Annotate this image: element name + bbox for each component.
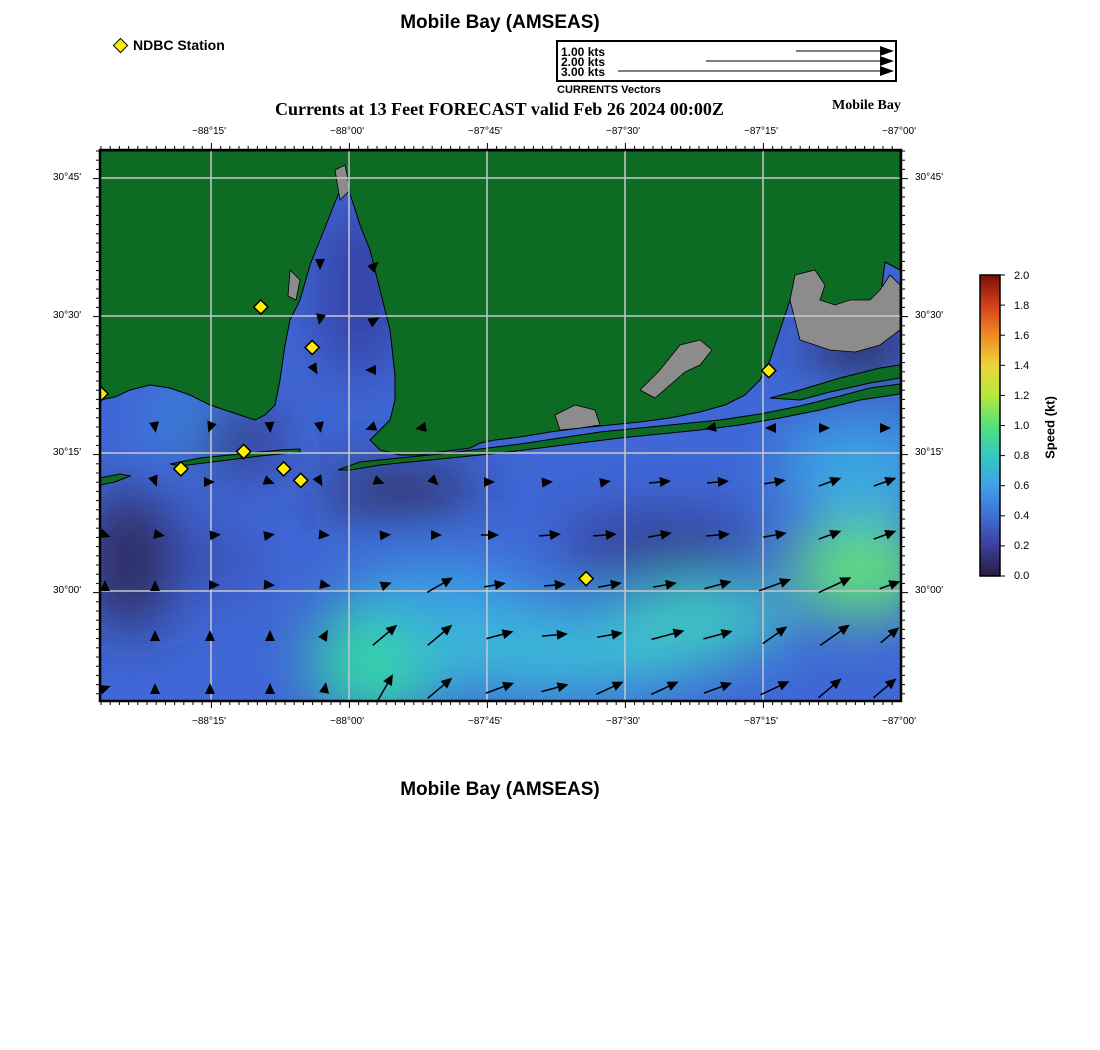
lon-tick-top: −87°30' (606, 126, 640, 137)
vector-key-label-3: 3.00 kts (561, 65, 606, 79)
lat-tick-right: 30°00' (915, 585, 944, 596)
colorbar-tick-label: 0.4 (1014, 510, 1030, 522)
vector-key-caption: CURRENTS Vectors (557, 84, 661, 96)
colorbar-title: Speed (kt) (1042, 396, 1058, 459)
colorbar-tick-label: 0.2 (1014, 540, 1030, 552)
lat-tick-right: 30°15' (915, 447, 944, 458)
lon-tick-top: −87°45' (468, 126, 502, 137)
lon-tick-bottom: −87°30' (606, 716, 640, 727)
lat-tick-left: 30°15' (53, 447, 82, 458)
vector-key-label-2: 2.00 kts (561, 55, 606, 69)
lon-tick-bottom: −87°15' (744, 716, 778, 727)
colorbar-tick-label: 0.6 (1014, 480, 1030, 492)
colorbar-tick-label: 1.4 (1014, 360, 1030, 372)
lon-tick-top: −88°00' (330, 126, 364, 137)
speed-colorbar (975, 270, 1005, 582)
lat-tick-left: 30°45' (53, 172, 82, 183)
colorbar-tick-label: 2.0 (1014, 270, 1030, 282)
colorbar-tick-label: 1.0 (1014, 420, 1030, 432)
map-title: Currents at 13 Feet FORECAST valid Feb 26 2024 00:00Z (275, 99, 724, 119)
lat-tick-left: 30°30' (53, 310, 82, 321)
colorbar-tick-label: 0.0 (1014, 570, 1030, 582)
vector-key-label-1: 1.00 kts (561, 45, 606, 59)
lon-tick-bottom: −87°00' (882, 716, 916, 727)
map-region-label: Mobile Bay (832, 98, 901, 113)
lat-tick-right: 30°30' (915, 310, 944, 321)
lat-tick-right: 30°45' (915, 172, 944, 183)
lon-tick-bottom: −87°45' (468, 716, 502, 727)
colorbar-tick-label: 1.2 (1014, 390, 1030, 402)
lon-tick-top: −87°00' (882, 126, 916, 137)
map-plot-area (85, 151, 940, 720)
colorbar-tick-label: 0.8 (1014, 450, 1030, 462)
colorbar-tick-label: 1.8 (1014, 300, 1030, 312)
colorbar-gradient (980, 275, 1000, 576)
colorbar-tick-label: 1.6 (1014, 330, 1030, 342)
lon-tick-bottom: −88°00' (330, 716, 364, 727)
lon-tick-top: −88°15' (192, 126, 226, 137)
lon-tick-top: −87°15' (744, 126, 778, 137)
lat-tick-left: 30°00' (53, 585, 82, 596)
page-title: Mobile Bay (AMSEAS) (400, 12, 600, 33)
bottom-title: Mobile Bay (AMSEAS) (400, 779, 600, 800)
lon-tick-bottom: −88°15' (192, 716, 226, 727)
station-legend-label: NDBC Station (133, 37, 225, 53)
